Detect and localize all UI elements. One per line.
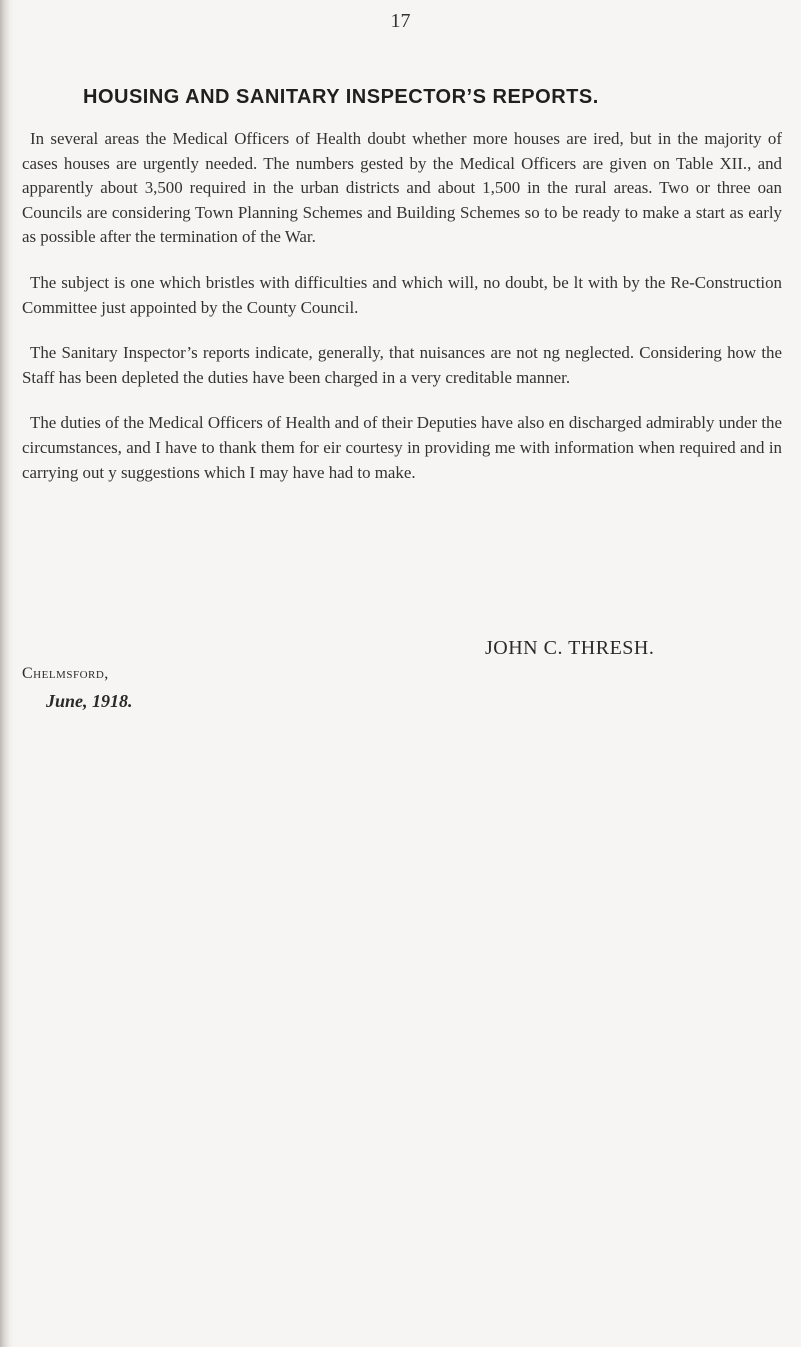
date: June, 1918. <box>46 691 133 711</box>
paragraph-acknowledgement: The duties of the Medical Officers of Health and of their Deputies have also en discharged admirably under the circumstances, and I have to thank them for eir courtesy in providing me with information when required and in carrying out y suggestions which I may have had to make. <box>22 413 782 482</box>
paragraph-reconstruction: The subject is one which bristles with difficulties and which will, no doubt, be lt with by the Re-Construction Committee just appointed by the County Council. <box>22 272 782 317</box>
report-body <box>22 127 782 506</box>
paragraph-housing-need: In several areas the Medical Officers of Health doubt whether more houses are ired, but in the majority of cases houses are urgently needed. The numbers gested by the Medical Officers are given on Table XII., and apparently about 3,500 required in the urban districts and about 1,500 in the rural areas. Two or three oan Councils are considering Town Planning Schemes and Building Schemes so to be ready to make a start as early as possible after the termination of the War. <box>22 129 782 247</box>
report-title: HOUSING AND SANITARY INSPECTOR’S REPORTS. <box>83 86 599 108</box>
paragraph-sanitary-inspector: The Sanitary Inspector’s reports indicate, generally, that nuisances are not ng neglected. Considering how the Staff has been depleted the duties have been charged in a very creditable manner. <box>22 343 782 387</box>
page-number: 17 <box>390 10 411 32</box>
binding-edge <box>0 0 14 1347</box>
place: Chelmsford, <box>22 665 109 682</box>
signature: JOHN C. THRESH. <box>485 637 655 659</box>
